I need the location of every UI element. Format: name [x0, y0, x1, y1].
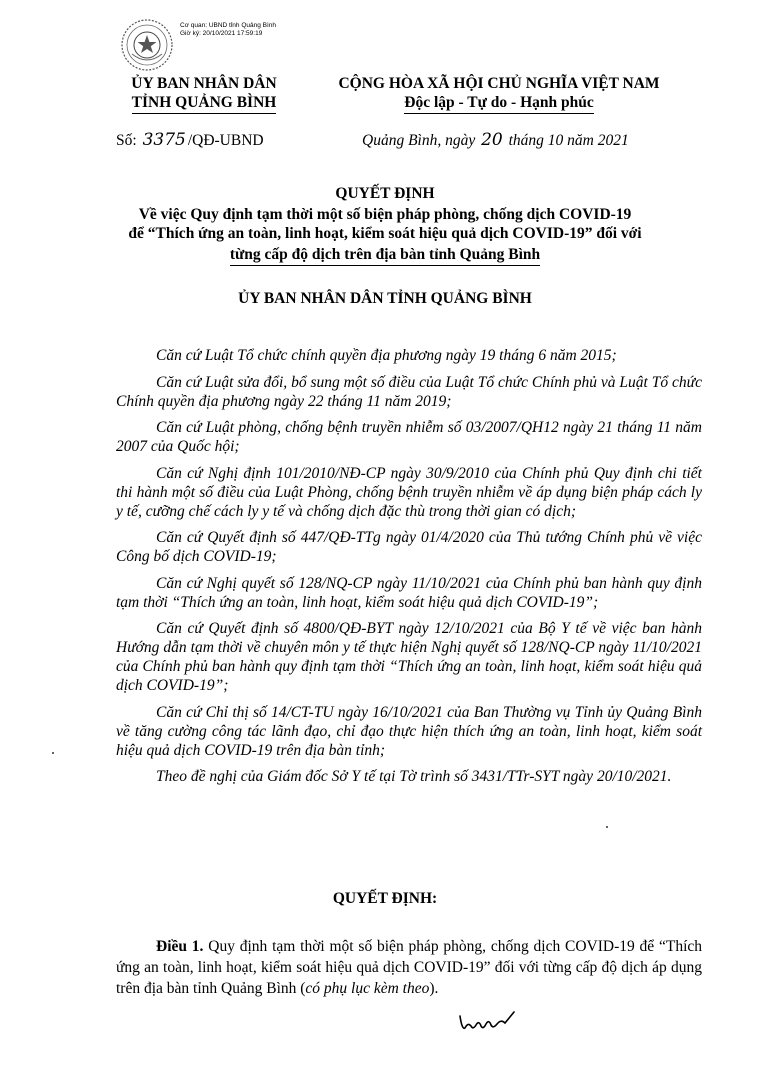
org-line-1: ỦY BAN NHÂN DÂN — [131, 75, 277, 92]
legal-bases — [116, 346, 702, 794]
handwritten-initial-icon — [456, 1008, 520, 1036]
scan-speck — [606, 826, 608, 828]
article-1-end: ). — [429, 980, 439, 997]
title-line-1: Về việc Quy định tạm thời một số biện pháp phòng, chống dịch COVID-19 — [138, 206, 632, 223]
legal-basis-item: Căn cứ Nghị định 101/2010/NĐ-CP ngày 30/9/2010 của Chính phủ Quy định chi tiết thi hành một số điều của Luật Phòng, chống bệnh truyền nhiễm về áp dụng biện pháp cách ly y tế, cưỡng chế cách ly y tế và chống dịch đặc thù trong thời gian có dịch; — [116, 464, 702, 520]
doc-type: QUYẾT ĐỊNH — [335, 185, 435, 202]
decides-heading: QUYẾT ĐỊNH: — [332, 890, 438, 907]
article-1-label: Điều 1. — [156, 938, 204, 955]
legal-basis-item: Căn cứ Luật sửa đổi, bổ sung một số điều của Luật Tổ chức Chính phủ và Luật Tổ chức Chính quyền địa phương ngày 22 tháng 11 năm 2019; — [116, 373, 702, 410]
title-line-2: để “Thích ứng an toàn, linh hoạt, kiểm soát hiệu quả dịch COVID-19” đối với — [128, 225, 642, 242]
legal-basis-item: Theo đề nghị của Giám đốc Sở Y tế tại Tờ trình số 3431/TTr-SYT ngày 20/10/2021. — [156, 768, 672, 785]
legal-basis-item: Căn cứ Quyết định số 4800/QĐ-BYT ngày 12/10/2021 của Bộ Y tế về việc ban hành Hướng dẫn tạm thời về chuyên môn y tế thực hiện Nghị quyết số 128/NQ-CP ngày 11/10/2021 của Chính phủ ban hành quy định tạm thời “Thích ứng an toàn, linh hoạt, kiểm soát hiệu quả dịch COVID-19”; — [116, 620, 702, 694]
issuer-heading: ỦY BAN NHÂN DÂN TỈNH QUẢNG BÌNH — [238, 290, 532, 307]
article-1-note: có phụ lục kèm theo — [305, 980, 430, 997]
place-date-suffix: tháng 10 năm 2021 — [508, 132, 629, 149]
day-handwritten: 20 — [481, 130, 503, 150]
signature-agency: Cơ quan: UBND tỉnh Quảng Bình — [180, 22, 277, 29]
national-motto — [320, 74, 678, 114]
place-date-prefix: Quảng Bình, ngày — [362, 132, 476, 149]
legal-basis-item: Căn cứ Nghị quyết số 128/NQ-CP ngày 11/10/2021 của Chính phủ ban hành quy định tạm thời “Thích ứng an toàn, linh hoạt, kiểm soát hiệu quả dịch COVID-19”; — [116, 574, 702, 611]
legal-basis-item: Căn cứ Luật phòng, chống bệnh truyền nhiễm số 03/2007/QH12 ngày 21 tháng 11 năm 2007 của Quốc hội; — [116, 419, 702, 455]
nation-motto: Độc lập - Tự do - Hạnh phúc — [404, 93, 593, 114]
org-line-2: TỈNH QUẢNG BÌNH — [132, 93, 277, 114]
national-emblem-seal-icon — [120, 18, 174, 72]
legal-basis-item: Căn cứ Luật Tổ chức chính quyền địa phương ngày 19 tháng 6 năm 2015; — [156, 347, 617, 364]
issuing-organization — [118, 74, 290, 114]
digital-signature-info — [180, 22, 276, 38]
document-title — [100, 184, 670, 266]
nation-name: CỘNG HÒA XÃ HỘI CHỦ NGHĨA VIỆT NAM — [338, 75, 660, 92]
legal-basis-item: Căn cứ Chỉ thị số 14/CT-TU ngày 16/10/2021 của Ban Thường vụ Tỉnh ủy Quảng Bình về tăng cường công tác lãnh đạo, chỉ đạo thực hiện thích ứng an toàn, linh hoạt, kiểm soát hiệu quả dịch COVID-19 trên địa bàn tỉnh; — [116, 703, 702, 759]
article-1 — [116, 936, 702, 999]
place-and-date — [362, 130, 629, 150]
number-suffix: /QĐ-UBND — [187, 132, 264, 149]
number-label: Số: — [116, 132, 137, 149]
scan-speck — [52, 752, 54, 754]
article-1-text: Quy định tạm thời một số biện pháp phòng, chống dịch COVID-19 để “Thích ứng an toàn, linh hoạt, kiểm soát hiệu quả dịch COVID-19” đối với từng cấp độ dịch áp dụng trên địa bàn tỉnh Quảng Bình ( — [116, 938, 703, 997]
title-line-3: từng cấp độ dịch trên địa bàn tỉnh Quảng Bình — [230, 245, 540, 266]
document-number — [116, 130, 264, 150]
legal-basis-item: Căn cứ Quyết định số 447/QĐ-TTg ngày 01/4/2020 của Thủ tướng Chính phủ về việc Công bố dịch COVID-19; — [116, 529, 702, 565]
signature-time: Giờ ký: 20/10/2021 17:59:19 — [180, 30, 263, 37]
number-handwritten: 3375 — [142, 130, 186, 150]
